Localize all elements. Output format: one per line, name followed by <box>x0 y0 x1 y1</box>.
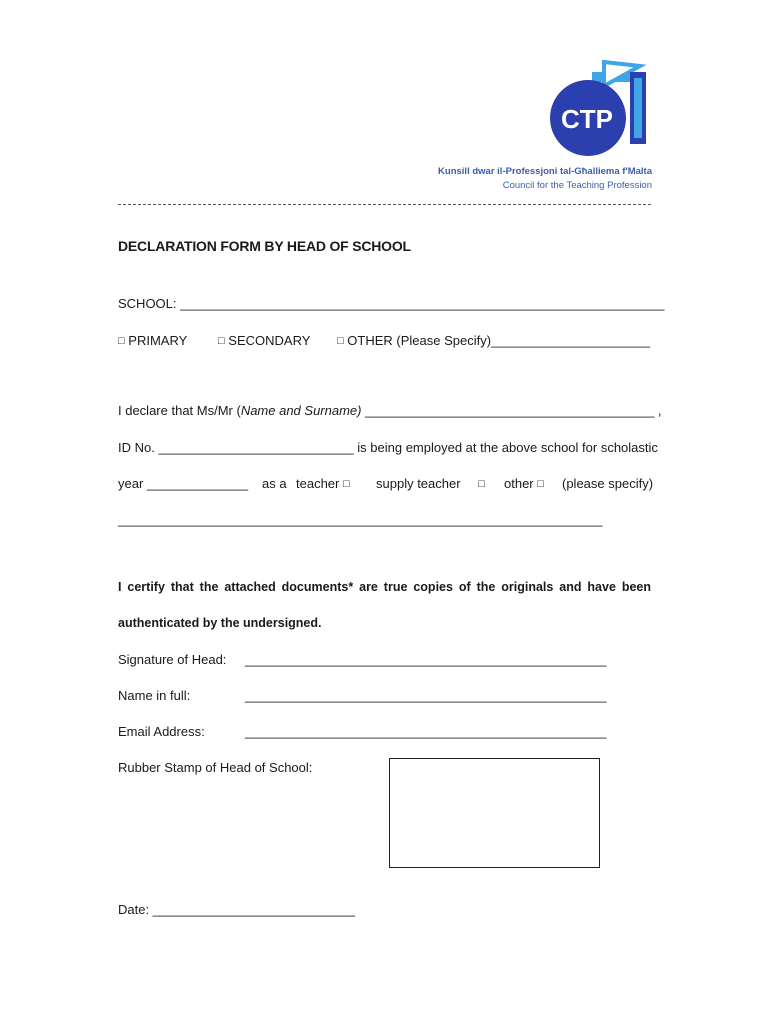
org-name-english: Council for the Teaching Profession <box>502 180 652 191</box>
checkbox-icon[interactable]: □ <box>478 478 485 490</box>
signature-label: Signature of Head: <box>118 652 227 667</box>
signature-field[interactable]: __________________________________________________ <box>245 652 607 667</box>
declare-line[interactable] <box>118 403 662 418</box>
id-line[interactable]: ID No. ___________________________ is being employed at the above school for scholastic <box>118 440 658 455</box>
as-a-label: as a <box>262 476 287 491</box>
certify-line-2: authenticated by the undersigned. <box>118 616 322 630</box>
supply-teacher-label: supply teacher <box>376 476 461 491</box>
school-field[interactable]: SCHOOL: ___________________________________________________________________ <box>118 296 665 311</box>
stamp-box[interactable] <box>389 758 600 868</box>
checkbox-icon[interactable]: □ <box>337 335 344 347</box>
date-field[interactable]: Date: ____________________________ <box>118 902 356 917</box>
teacher-label: teacher <box>296 476 340 491</box>
option-secondary-label: SECONDARY <box>228 333 311 348</box>
option-other[interactable] <box>337 333 650 348</box>
page-title: DECLARATION FORM BY HEAD OF SCHOOL <box>118 238 411 254</box>
checkbox-icon[interactable]: □ <box>218 335 225 347</box>
please-specify-label: (please specify) <box>562 476 654 491</box>
name-field[interactable]: ________________________________________ , <box>361 403 662 418</box>
email-label: Email Address: <box>118 724 205 739</box>
stamp-label: Rubber Stamp of Head of School: <box>118 760 313 775</box>
declare-italic: Name and Surname) <box>240 403 362 418</box>
option-teacher[interactable] <box>296 476 350 491</box>
year-field[interactable]: year ______________ <box>118 476 249 491</box>
name-in-full-field[interactable]: __________________________________________________ <box>245 688 607 703</box>
option-other-label: OTHER (Please Specify)______________________ <box>347 333 651 348</box>
checkbox-icon[interactable]: □ <box>118 335 125 347</box>
email-field[interactable]: __________________________________________________ <box>245 724 607 739</box>
other-role-label: other <box>504 476 534 491</box>
option-primary[interactable] <box>118 333 187 348</box>
org-name-maltese: Kunsill dwar il-Professjoni tal-Għalliema f'Malta <box>438 166 652 177</box>
header-rule <box>118 204 651 205</box>
option-primary-label: PRIMARY <box>128 333 188 348</box>
certify-line-1: I certify that the attached documents* are true copies of the originals and have been <box>118 580 651 594</box>
specify-field[interactable]: ___________________________________________________________________ <box>118 512 603 527</box>
option-other-role[interactable] <box>504 476 544 491</box>
option-supply-teacher[interactable] <box>376 476 485 491</box>
name-label: Name in full: <box>118 688 191 703</box>
declare-prefix: I declare that Ms/Mr ( <box>118 403 241 418</box>
option-secondary[interactable] <box>218 333 310 348</box>
ctp-logo <box>548 44 652 160</box>
checkbox-icon[interactable]: □ <box>343 478 350 490</box>
checkbox-icon[interactable]: □ <box>537 478 544 490</box>
logo-text: CTP <box>561 104 613 134</box>
